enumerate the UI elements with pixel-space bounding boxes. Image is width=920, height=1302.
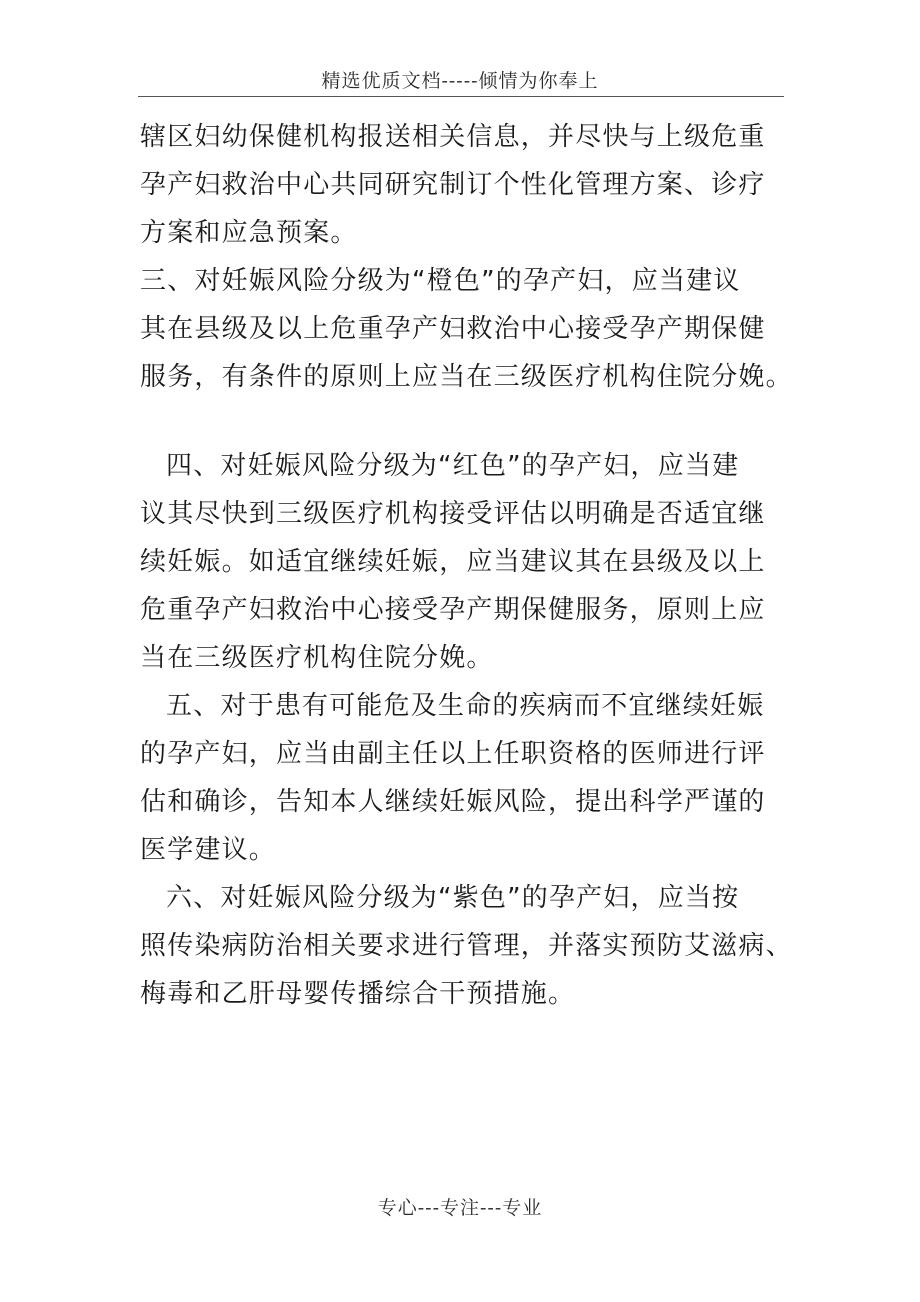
text-line: 其在县级及以上危重孕产妇救治中心接受孕产期保健	[140, 314, 766, 344]
document-body	[140, 113, 800, 1018]
text-line: 六、对妊娠风险分级为“紫色”的孕产妇，应当按	[166, 883, 740, 913]
page-footer: 专心---专注---专业	[377, 1197, 543, 1219]
text-line: 三、对妊娠风险分级为“橙色”的孕产妇，应当建议	[140, 266, 741, 296]
text-line: 的孕产妇，应当由副主任以上任职资格的医师进行评	[140, 739, 766, 769]
text-line: 照传染病防治相关要求进行管理，并落实预防艾滋病、	[140, 931, 793, 961]
text-line: 四、对妊娠风险分级为“红色”的孕产妇，应当建	[166, 451, 740, 481]
page-header: 精选优质文档-----倾情为你奉上	[321, 70, 599, 92]
text-line: 估和确诊，告知本人继续妊娠风险，提出科学严谨的	[140, 787, 766, 817]
text-line: 服务，有条件的原则上应当在三级医疗机构住院分娩。	[140, 362, 793, 392]
paragraph-item-4-red	[140, 442, 800, 682]
paragraph-item-5	[140, 682, 800, 874]
text-line: 五、对于患有可能危及生命的疾病而不宜继续妊娠	[166, 691, 765, 721]
paragraph-item-6-purple	[140, 874, 800, 1018]
text-line: 危重孕产妇救治中心接受孕产期保健服务，原则上应	[140, 595, 766, 625]
paragraph-continuation	[140, 113, 800, 257]
text-line: 续妊娠。如适宜继续妊娠，应当建议其在县级及以上	[140, 547, 766, 577]
paragraph-item-3-orange	[140, 257, 800, 401]
text-line: 梅毒和乙肝母婴传播综合干预措施。	[140, 979, 576, 1009]
paragraph-gap	[140, 401, 800, 442]
text-line: 辖区妇幼保健机构报送相关信息，并尽快与上级危重	[140, 122, 766, 152]
text-line: 孕产妇救治中心共同研究制订个性化管理方案、诊疗	[140, 170, 766, 200]
header-divider	[138, 96, 784, 97]
text-line: 当在三级医疗机构住院分娩。	[140, 643, 494, 673]
text-line: 医学建议。	[140, 835, 277, 865]
text-line: 议其尽快到三级医疗机构接受评估以明确是否适宜继	[140, 499, 766, 529]
text-line: 方案和应急预案。	[140, 218, 358, 248]
